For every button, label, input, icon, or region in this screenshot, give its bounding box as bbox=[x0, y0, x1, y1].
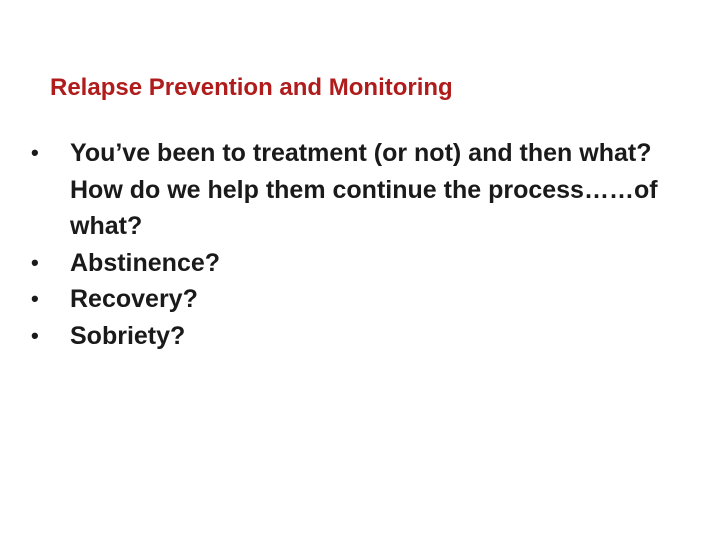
bullet-item bbox=[28, 245, 668, 282]
bullet-item bbox=[28, 281, 668, 318]
bullet-point-icon: • bbox=[31, 286, 39, 311]
slide-title: Relapse Prevention and Monitoring bbox=[50, 74, 453, 101]
bullet-list bbox=[28, 135, 668, 354]
bullet-text: Sobriety? bbox=[70, 321, 186, 350]
bullet-text: You’ve been to treatment (or not) and then what? How do we help them continue the process……of what? bbox=[70, 139, 658, 240]
bullet-point-icon: • bbox=[31, 322, 39, 348]
bullet-point-icon: • bbox=[31, 140, 39, 165]
bullet-item bbox=[28, 318, 668, 355]
bullet-text: Abstinence? bbox=[70, 248, 221, 277]
bullet-text: Recovery? bbox=[70, 285, 198, 313]
bullet-point-icon: • bbox=[31, 249, 39, 275]
bullet-item bbox=[28, 135, 668, 245]
